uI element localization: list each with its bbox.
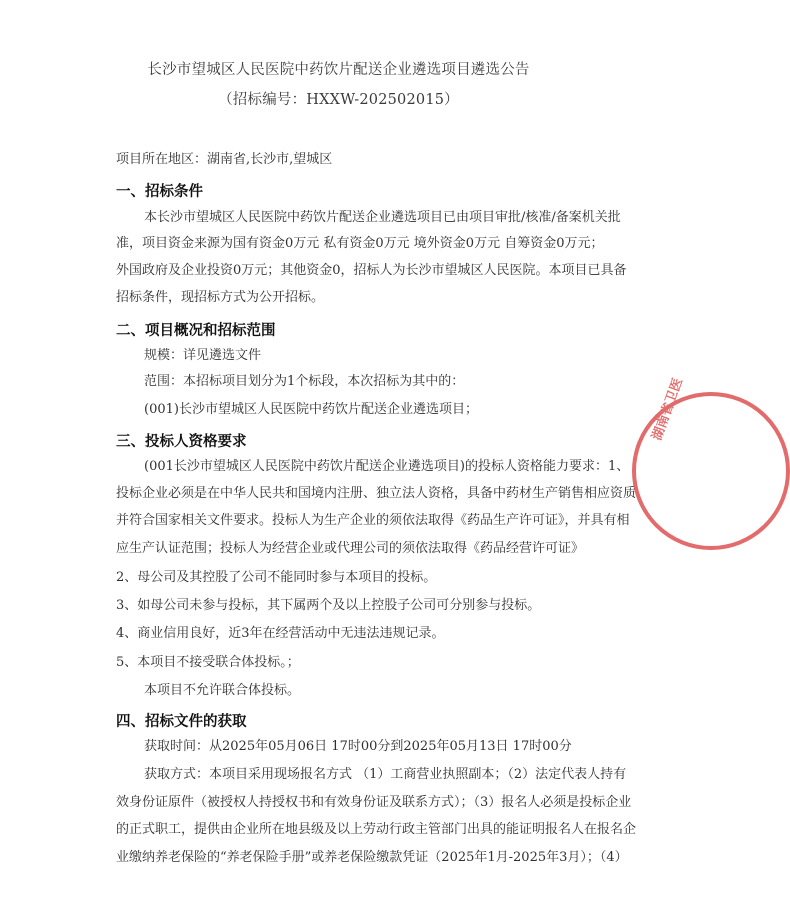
section4-line: 获取时间：从2025年05月06日 17时00分到2025年05月13日 17时00分: [144, 739, 572, 754]
section1-heading: 一、招标条件: [116, 184, 203, 200]
section3-line: 2、母公司及其控股了公司不能同时参与本项目的投标。: [116, 570, 437, 585]
section1-line: 本长沙市望城区人民医院中药饮片配送企业遴选项目已由项目审批/核准/备案机关批: [144, 210, 621, 225]
section4-line: 的正式职工，提供由企业所在地县级及以上劳动行政主管部门出具的能证明报名人在报名企: [116, 822, 637, 837]
section1-line: 准，项目资金来源为国有资金0万元 私有资金0万元 境外资金0万元 自筹资金0万元；: [116, 236, 604, 251]
section4-heading: 四、招标文件的获取: [116, 714, 247, 730]
section3-heading: 三、投标人资格要求: [116, 434, 247, 450]
section1-line: 外国政府及企业投资0万元；其他资金0，招标人为长沙市望城区人民医院。本项目已具备: [116, 263, 627, 278]
project-region: 项目所在地区：湖南省,长沙市,望城区: [116, 152, 333, 167]
section4-line: 获取方式：本项目采用现场报名方式 （1）工商营业执照副本；（2）法定代表人持有: [144, 767, 627, 782]
section2-line: 范围：本招标项目划分为1个标段，本次招标为其中的：: [144, 374, 465, 389]
section3-line: 本项目不允许联合体投标。: [144, 683, 301, 698]
section4-line: 业缴纳养老保险的“养老保险手册”或养老保险缴款凭证（2025年1月-2025年3月）；（4）: [116, 850, 628, 865]
section3-line: 投标企业必须是在中华人民共和国境内注册、独立法人资格，具备中药材生产销售相应资质: [116, 486, 637, 501]
section2-heading: 二、项目概况和招标范围: [116, 323, 276, 339]
section2-line: (001)长沙市望城区人民医院中药饮片配送企业遴选项目；: [144, 402, 478, 417]
section3-line: 3、如母公司未参与投标，其下属两个及以上控股子公司可分别参与投标。: [116, 598, 541, 613]
section2-line: 规模：详见遴选文件: [144, 348, 262, 363]
section3-line: 应生产认证范围；投标人为经营企业或代理公司的须依法取得《药品经营许可证》: [116, 541, 585, 556]
section4-line: 效身份证原件（被授权人持授权书和有效身份证及联系方式）；（3）报名人必须是投标企业: [116, 795, 632, 810]
section3-line: 5、本项目不接受联合体投标。；: [116, 655, 300, 670]
document-subtitle: （招标编号：HXXW-202502015）: [218, 92, 459, 108]
section3-line: 4、商业信用良好，近3年在经营活动中无违法违规记录。: [116, 626, 445, 641]
section3-line: (001长沙市望城区人民医院中药饮片配送企业遴选项目)的投标人资格能力要求：1、: [144, 459, 630, 474]
seal-text: 湖南省卫医: [649, 376, 687, 443]
section1-line: 招标条件，现招标方式为公开招标。: [116, 290, 325, 305]
section3-line: 并符合国家相关文件要求。投标人为生产企业的须依法取得《药品生产许可证》，并具有相: [116, 513, 630, 528]
official-seal-stamp: [632, 376, 790, 550]
document-title: 长沙市望城区人民医院中药饮片配送企业遴选项目遴选公告: [147, 62, 530, 78]
